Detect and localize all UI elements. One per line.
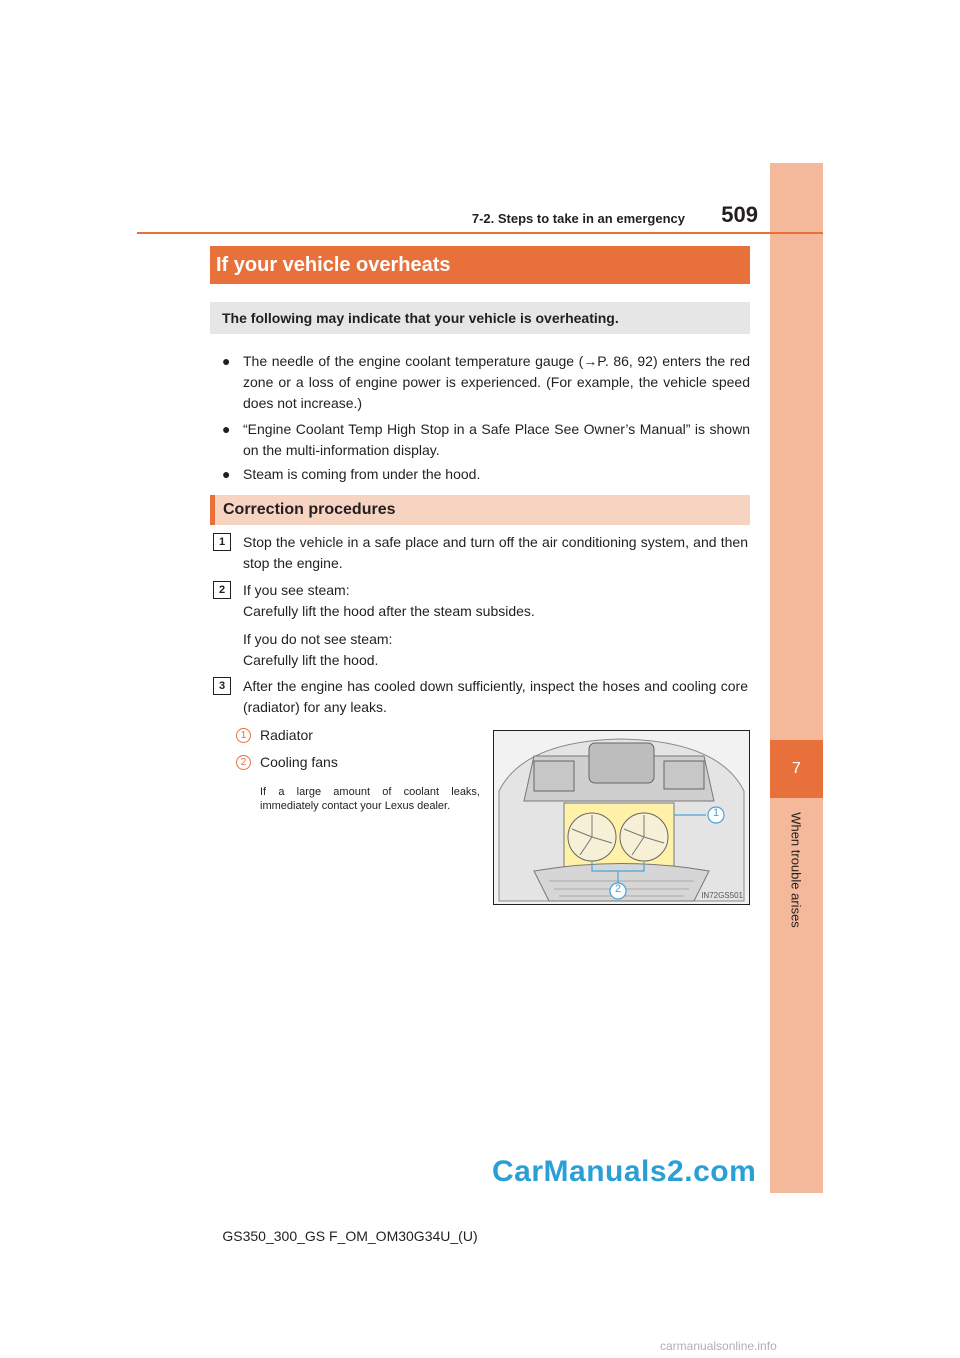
note-text: If a large amount of coolant leaks, immediately contact your Lexus dealer. xyxy=(260,786,480,812)
bullet-item xyxy=(222,351,750,414)
step-text-line: Carefully lift the hood after the steam subsides. xyxy=(243,603,535,619)
illustration-code: IN72GS501 xyxy=(701,891,743,900)
step-text-line: If you see steam: xyxy=(243,582,350,598)
step-text-line: Carefully lift the hood. xyxy=(243,652,379,668)
callout-label: Radiator xyxy=(260,727,313,743)
bullet-text: The needle of the engine coolant temperature gauge (→P. 86, 92) enters the red zone or a loss of engine power is experienced. (For example, the vehicle speed does not increase.) xyxy=(243,353,750,411)
watermark-small: carmanualsonline.info xyxy=(660,1339,777,1353)
bullet-item xyxy=(222,419,750,461)
engine-illustration xyxy=(493,730,750,905)
side-tab-chapter-number: 7 xyxy=(792,760,801,777)
callout-number-icon: 2 xyxy=(236,755,251,770)
step-number-icon: 1 xyxy=(213,533,231,551)
step-text-line: If you do not see steam: xyxy=(243,631,393,647)
callout-label: Cooling fans xyxy=(260,754,338,770)
step-text: Stop the vehicle in a safe place and turn off the air conditioning system, and then stop the engine. xyxy=(243,534,748,571)
callout-number-icon: 1 xyxy=(236,728,251,743)
bullet-dot-icon: ● xyxy=(222,421,231,437)
engine-bay-icon xyxy=(494,731,749,904)
footer-doc-code: GS350_300_GS F_OM_OM30G34U_(U) xyxy=(222,1228,478,1244)
bullet-dot-icon: ● xyxy=(222,466,231,482)
side-tab-strip xyxy=(770,163,823,1193)
illustration-marker-1: 1 xyxy=(712,807,720,819)
step-text: After the engine has cooled down sufficiently, inspect the hoses and cooling core (radiator) for any leaks. xyxy=(243,678,748,715)
bullet-text: “Engine Coolant Temp High Stop in a Safe Place See Owner’s Manual” is shown on the multi-information display. xyxy=(243,421,750,458)
bullet-item xyxy=(222,464,750,485)
header-section-title: 7-2. Steps to take in an emergency xyxy=(471,211,685,226)
watermark-logo: CarManuals2.com xyxy=(492,1155,757,1188)
side-tab-chapter-title: When trouble arises xyxy=(788,812,804,928)
step-number-icon: 2 xyxy=(213,581,231,599)
page-title: If your vehicle overheats xyxy=(210,246,750,284)
intro-box: The following may indicate that your vehicle is overheating. xyxy=(210,302,750,334)
header-rule xyxy=(137,232,823,234)
page-number: 509 xyxy=(721,202,758,227)
section-heading-correction: Correction procedures xyxy=(210,495,750,525)
bullet-text: Steam is coming from under the hood. xyxy=(243,466,481,482)
step-number-icon: 3 xyxy=(213,677,231,695)
bullet-dot-icon: ● xyxy=(222,353,231,369)
illustration-marker-2: 2 xyxy=(614,883,622,895)
